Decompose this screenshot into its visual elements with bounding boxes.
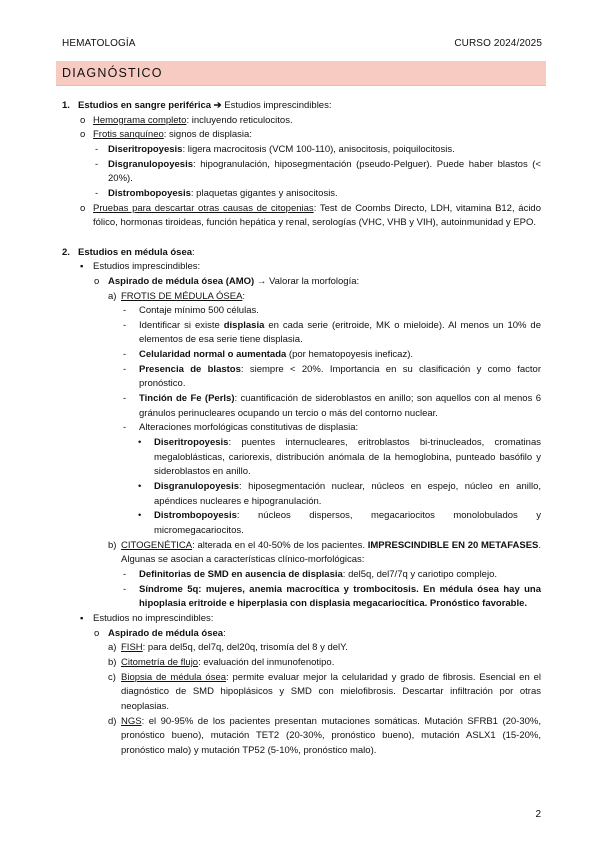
text: : ligera macrocitosis (VCM 100-110), anisocitosis, poiquilocitosis. [182, 143, 455, 155]
list-item [0, 246, 603, 261]
text: : [223, 627, 226, 639]
bold-term: Celularidad normal o aumentada [139, 349, 287, 361]
text: Estudios imprescindibles: [93, 261, 201, 273]
list-item [0, 627, 603, 642]
list-marker: - [123, 319, 127, 331]
document-body [0, 99, 603, 759]
list-item [0, 128, 603, 143]
bold-term: Aspirado de médula ósea [108, 627, 224, 639]
list-item [0, 348, 603, 363]
text: : cuantificación de sideroblastos en anillo; son aquellos con al menos 6 gránulos perinucleares ocupando un tercio o más del contorno nuclear. [139, 393, 541, 419]
text: Estudios imprescindibles: [221, 100, 332, 111]
text: Identificar si existe [139, 319, 224, 331]
text: : signos de displasia: [163, 129, 252, 141]
list-item [0, 480, 603, 509]
underlined-term: Citometría de flujo [121, 656, 199, 668]
underlined-term: NGS [121, 715, 142, 727]
list-item [0, 583, 603, 612]
bold-term: Definitorias de SMD en ausencia de displasia [139, 568, 343, 580]
list-item [0, 436, 603, 480]
blank-line [0, 231, 603, 246]
text: . Algunas se asocian a características clínico-morfológicas: [121, 539, 542, 566]
underlined-term: Pruebas para descartar otras causas de citopenias [93, 202, 314, 214]
list-marker: - [123, 393, 127, 405]
list-item [0, 539, 603, 568]
list-marker: - [95, 187, 99, 199]
bold-term: Tinción de Fe (Perls) [139, 393, 235, 405]
text: : plaquetas gigantes y anisocitosis. [190, 187, 338, 199]
list-item [0, 304, 603, 319]
list-item [0, 671, 603, 715]
text: : evaluación del inmunofenotipo. [198, 656, 335, 668]
bold-term: Estudios en médula ósea [78, 246, 193, 258]
text: : el 90-95% de los pacientes presentan mutaciones somáticas. Mutación SFRB1 (20-30%, pronóstico bueno), mutación TET2 (20-30%, pronóstico bueno), mutación ASLX1 (15-20%, pronóstico malo) y mutación TP52 (5-10%, pronóstico malo). [121, 715, 541, 756]
text: : alterada en el 40-50% de los pacientes. [192, 539, 368, 551]
underlined-term: FROTIS DE MÉDULA ÓSEA [121, 290, 243, 302]
text: Valorar la morfología: [266, 275, 360, 287]
list-item [0, 509, 603, 538]
list-item [0, 612, 603, 627]
section-title: DIAGNÓSTICO [62, 66, 163, 80]
list-marker: a) [108, 290, 117, 302]
list-marker: - [95, 158, 99, 170]
text: : permite evaluar mejor la celularidad y grado de fibrosis. Esencial en el diagnóstico de SMD hipoplásicos y SMD con mielofibrosis. Descartar infiltración por otras neoplasias. [121, 671, 541, 712]
text: Alteraciones morfológicas constitutivas de displasia: [139, 422, 359, 434]
underlined-term: Biopsia de médula ósea [121, 671, 227, 683]
underlined-term: Frotis sanguíneo [93, 129, 164, 141]
bold-term: Distrombopoyesis [108, 187, 191, 199]
list-marker: • [138, 510, 142, 522]
bold-term: Síndrome 5q: mujeres, anemia macrocítica y trombocitosis. En médula ósea hay una hipoplasia eritroide e hiperplasia con displasia megacariocítica. Pronóstico favorable. [139, 583, 541, 610]
list-item [0, 99, 603, 114]
text: : para del5q, del7q, del20q, trisomía del 8 y delY. [142, 642, 348, 654]
list-item [0, 275, 603, 290]
bold-term: Estudios en sangre periférica ➔ [78, 100, 222, 111]
list-item [0, 656, 603, 671]
text: : hipogranulación, hiposegmentación (pseudo-Pelguer). Puede haber blastos (< 20%). [108, 158, 541, 185]
text: : hiposegmentación nuclear, núcleos en espejo, núcleo en anillo, apéndices nucleares e hipogranulación. [154, 481, 541, 507]
list-marker: ▪ [80, 612, 84, 624]
list-item [0, 392, 603, 421]
list-item [0, 363, 603, 392]
underlined-term: Hemograma completo [93, 114, 187, 126]
bold-term: Diseritropoyesis [108, 143, 183, 155]
list-marker: - [123, 305, 127, 317]
list-item [0, 114, 603, 129]
list-marker: • [138, 437, 142, 449]
list-marker: o [94, 275, 100, 287]
bold-term: Disgranulopoyesis [108, 158, 193, 170]
list-marker: b) [108, 656, 117, 668]
text: : puentes internucleares, eritroblastos bi-trinucleados, cromatinas megaloblásticas, cariorexis, distribución anómala de la hemoglobina, punteado basófilo y sideroblastos en anillo. [154, 437, 541, 478]
list-item [0, 158, 603, 187]
list-marker: ▪ [80, 261, 84, 273]
list-marker: - [123, 583, 127, 595]
text: (por hematopoyesis ineficaz). [286, 349, 414, 361]
bold-term: Disgranulopoyesis [154, 481, 239, 493]
text: en cada serie (eritroide, MK o mieloide). Al menos un 10% de elementos de esa serie tiene displasia. [139, 319, 541, 346]
text: : siempre < 20%. Importancia en su clasificación y como factor pronóstico. [139, 363, 541, 390]
text: : Test de Coombs Directo, LDH, vitamina B12, ácido fólico, hormonas tiroideas, función hepática y renal, serologías (VHC, VHB y VIH), autoinmunidad y EPO. [93, 202, 542, 229]
list-item [0, 568, 603, 583]
list-marker: - [95, 143, 99, 155]
bold-term: displasia [223, 319, 265, 331]
list-marker: - [123, 422, 127, 434]
running-header-course: CURSO 2024/2025 [454, 38, 542, 49]
list-marker: o [80, 114, 86, 126]
underlined-term: FISH [121, 642, 143, 654]
underlined-term: CITOGENÉTICA [121, 539, 193, 551]
list-item [0, 202, 603, 231]
text: : del5q, del7/7q y cariotipo complejo. [342, 568, 498, 580]
list-marker: - [123, 363, 127, 375]
text: Estudios no imprescindibles: [93, 612, 214, 624]
list-marker: 2. [62, 246, 70, 258]
list-marker: o [80, 129, 86, 141]
list-item [0, 260, 603, 275]
list-item [0, 421, 603, 436]
text: : [192, 246, 195, 258]
list-marker: - [123, 568, 127, 580]
bold-term: Distrombopoyesis [154, 510, 237, 522]
bold-term: IMPRESCINDIBLE EN 20 METAFASES [367, 539, 539, 551]
list-item [0, 715, 603, 759]
list-marker: 1. [62, 100, 70, 111]
section-banner [56, 61, 546, 86]
text: Contaje mínimo 500 células. [139, 305, 259, 317]
bold-term: Presencia de blastos [139, 363, 241, 375]
list-item [0, 143, 603, 158]
list-marker: a) [108, 642, 117, 654]
bold-term: Aspirado de médula ósea (AMO) → [108, 275, 267, 287]
list-marker: o [80, 202, 86, 214]
list-marker: - [123, 349, 127, 361]
list-item [0, 641, 603, 656]
list-item [0, 319, 603, 348]
list-marker: c) [108, 671, 116, 683]
list-marker: d) [108, 715, 117, 727]
list-marker: b) [108, 539, 117, 551]
text: : incluyendo reticulocitos. [186, 114, 293, 126]
list-item [0, 290, 603, 305]
list-marker: o [94, 627, 100, 639]
text: : [242, 290, 246, 302]
list-marker: • [138, 481, 142, 493]
list-item [0, 187, 603, 202]
bold-term: Diseritropoyesis [154, 437, 229, 449]
page-number: 2 [535, 809, 541, 820]
running-header-subject: HEMATOLOGÍA [62, 38, 136, 49]
text: : núcleos dispersos, megacariocitos monolobulados y micromegacariocitos. [154, 510, 541, 537]
